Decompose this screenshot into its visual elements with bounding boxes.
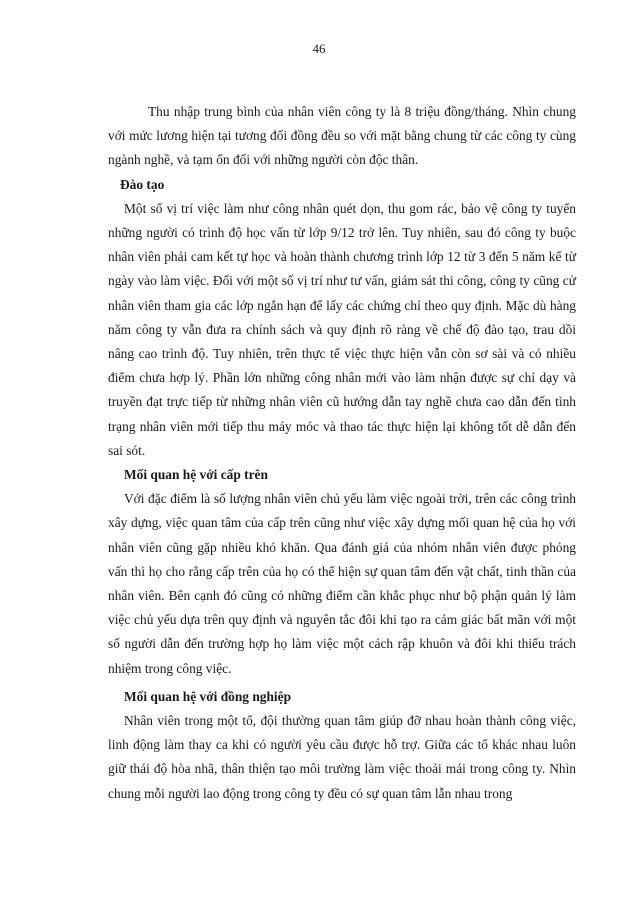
training-paragraph: Một số vị trí việc làm như công nhân quét dọn, thu gom rác, bảo vệ công ty tuyển những người có trình độ học vấn từ lớp 9/12 trở lên. Tuy nhiên, sau đó công ty buộc nhân viên phải cam kết tự học và hoàn thành chương trình lớp 12 từ 3 đến 5 năm kể từ ngày vào làm việc. Đối với một số vị trí như tư vấn, giám sát thi công, công ty cũng cử nhân viên tham gia các lớp ngắn hạn để lấy các chứng chỉ theo quy định. Mặc dù hàng năm công ty vẫn đưa ra chính sách và quy định rõ ràng về chế độ đào tạo, trau dồi nâng cao trình độ. Tuy nhiên, trên thực tế việc thực hiện vẫn còn sơ sài và có nhiều điểm chưa hợp lý. Phần lớn những công nhân mới vào làm nhận được sự chỉ dạy và truyền đạt trực tiếp từ những nhân viên cũ hướng dẫn tay nghề chưa cao dẫn đến tình trạng nhân viên mới tiếp thu máy móc và thao tác thực hiện lại không tốt dễ dẫn đến sai sót. bbox=[108, 200, 576, 458]
superior-relations-paragraph: Với đặc điểm là số lượng nhân viên chủ yếu làm việc ngoài trời, trên các công trình xây dựng, việc quan tâm của cấp trên cũng như việc xây dựng mối quan hệ của họ với nhân viên cũng gặp nhiều khó khăn. Qua đánh giá của nhóm nhân viên được phỏng vấn thì họ cho rằng cấp trên của họ có thể hiện sự quan tâm đến vật chất, tinh thần của nhân viên. Bên cạnh đó cũng có những điểm cần khắc phục như bộ phận quản lý làm việc chủ yếu dựa trên quy định và nguyên tắc đôi khi tạo ra cảm giác bất mãn với một số người dẫn đến trường hợp họ làm việc một cách rập khuôn và đôi khi thiếu trách nhiệm trong công việc. bbox=[108, 491, 576, 676]
colleague-relations-heading: Mối quan hệ với đồng nghiệp bbox=[124, 688, 292, 704]
superior-relations-heading: Mối quan hệ với cấp trên bbox=[124, 467, 268, 483]
document-body bbox=[108, 100, 576, 806]
income-paragraph: Thu nhập trung bình của nhân viên công ty là 8 triệu đồng/tháng. Nhìn chung với mức lương hiện tại tương đối đồng đều so với mặt bằng chung từ các công ty cùng ngành nghề, và tạm ổn đối với những người còn độc thân. bbox=[108, 104, 576, 168]
colleague-relations-paragraph: Nhân viên trong một tổ, đội thường quan tâm giúp đỡ nhau hoàn thành công việc, linh động làm thay ca khi có người yêu cầu được hỗ trợ. Giữa các tổ khác nhau luôn giữ thái độ hòa nhã, thân thiện tạo môi trường làm việc thoải mái trong công ty. Nhìn chung mỗi người lao động trong công ty đều có sự quan tâm lẫn nhau trong bbox=[108, 713, 576, 801]
training-heading: Đào tạo bbox=[120, 176, 165, 192]
page-number: 46 bbox=[312, 41, 326, 56]
